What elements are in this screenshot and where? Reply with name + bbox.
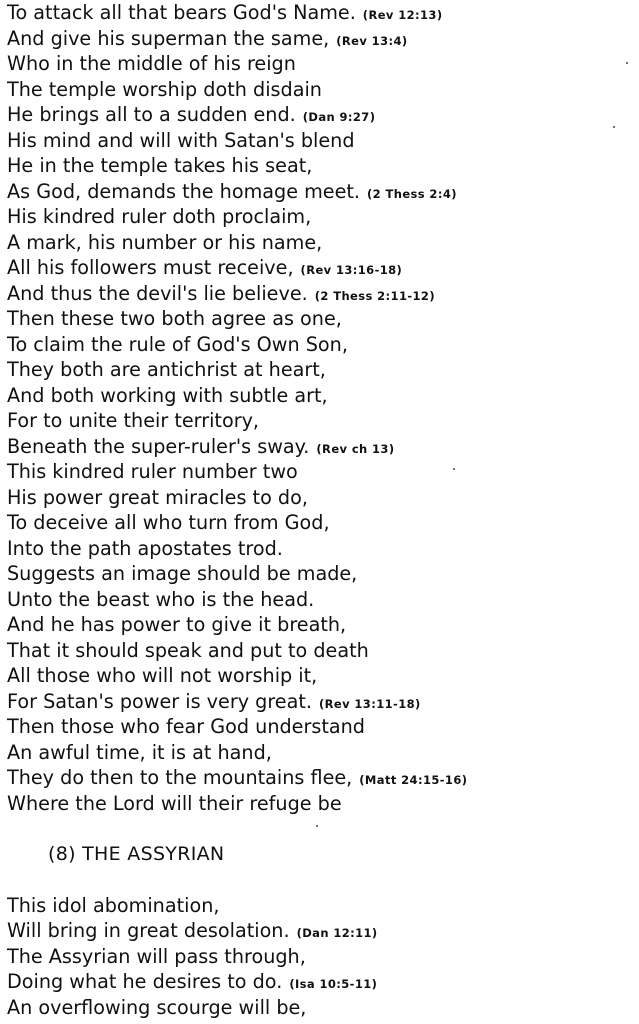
poem-line-text: And he has power to give it breath,	[7, 613, 347, 636]
poem-line	[7, 434, 637, 460]
poem-line-text: Will bring in great desolation.	[7, 919, 290, 942]
blank-line	[7, 816, 637, 842]
scan-speck	[316, 825, 318, 827]
poem-line-text: To claim the rule of God's Own Son,	[7, 332, 348, 356]
poem-line	[7, 689, 637, 715]
poem-line	[7, 230, 637, 256]
poem-line-text: His mind and will with Satan's blend	[7, 128, 355, 152]
poem-section	[7, 0, 637, 816]
poem-line-text: Then these two both agree as one,	[7, 307, 342, 330]
poem-line-text: All those who will not worship it,	[7, 664, 318, 687]
poem-line-text: As God, demands the homage meet.	[7, 179, 361, 203]
poem-line-text: His kindred ruler doth proclaim,	[7, 205, 312, 228]
scan-speck	[626, 62, 628, 64]
poem-line	[7, 893, 637, 919]
blank-line	[7, 867, 637, 893]
poem-line	[7, 918, 637, 944]
scripture-reference: (Rev 13:4)	[336, 33, 408, 48]
poem-line-text: Doing what he desires to do.	[7, 970, 283, 993]
poem-line	[7, 128, 637, 154]
scripture-reference: (Rev 13:16-18)	[300, 263, 403, 277]
poem-line	[7, 332, 637, 358]
poem-line	[7, 408, 637, 434]
poem-line	[7, 153, 637, 179]
poem-line-text: That it should speak and put to death	[7, 638, 369, 662]
scripture-reference: (Dan 9:27)	[302, 110, 376, 124]
poem-line	[7, 714, 637, 740]
poem-line-text: And thus the devil's lie believe.	[7, 281, 308, 305]
poem-line-text: The Assyrian will pass through,	[7, 944, 306, 968]
scripture-reference: (Rev 12:13)	[362, 8, 443, 22]
poem-line	[7, 179, 637, 205]
scripture-reference: (2 Thess 2:4)	[367, 186, 457, 201]
poem-line-text: To attack all that bears God's Name.	[7, 1, 356, 24]
scan-speck	[613, 126, 615, 128]
poem-line-text: All his followers must receive,	[7, 256, 294, 279]
scripture-reference: (Rev 13:11-18)	[319, 696, 421, 711]
poem-line-text: He in the temple takes his seat,	[7, 154, 313, 177]
poem-line	[7, 204, 637, 230]
poem-line-text: An overflowing scourge will be,	[7, 995, 307, 1019]
poem-line-text: To deceive all who turn from God,	[7, 511, 330, 534]
poem-line-text: They both are antichrist at heart,	[7, 358, 326, 381]
poem-line	[7, 306, 637, 332]
poem-line	[7, 77, 637, 103]
poem-line	[7, 561, 637, 587]
poem-line	[7, 102, 637, 128]
poem-line	[7, 255, 637, 281]
poem-section	[7, 893, 637, 1021]
poem-line-text: This kindred ruler number two	[7, 460, 298, 483]
scripture-reference: (2 Thess 2:11-12)	[314, 288, 435, 303]
poem-line	[7, 26, 637, 52]
poem-line	[7, 459, 637, 485]
poem-line-text: Then those who fear God understand	[7, 715, 365, 738]
poem-line	[7, 0, 637, 26]
poem-line	[7, 740, 637, 766]
poem-line-text: Who in the middle of his reign	[7, 52, 296, 75]
poem-line	[7, 663, 637, 689]
scan-speck	[453, 468, 455, 470]
poem-line-text: His power great miracles to do,	[7, 485, 308, 509]
scripture-reference: (Isa 10:5-11)	[289, 977, 378, 991]
poem-line	[7, 357, 637, 383]
poem-line-text: For to unite their territory,	[7, 409, 260, 432]
scripture-reference: (Matt 24:15-16)	[359, 773, 468, 787]
poem-line	[7, 510, 637, 536]
poem-line	[7, 765, 637, 791]
poem-line	[7, 281, 637, 307]
poem-line-text: An awful time, it is at hand,	[7, 740, 272, 764]
poem-line	[7, 612, 637, 638]
poem-line	[7, 944, 637, 970]
poem-line	[7, 383, 637, 409]
poem-line-text: Beneath the super-ruler's sway.	[7, 434, 310, 458]
scripture-reference: (Dan 12:11)	[296, 926, 378, 940]
poem-line-text: This idol abomination,	[7, 893, 220, 917]
poem-line-text: For Satan's power is very great.	[7, 689, 312, 713]
poem-line	[7, 587, 637, 613]
poem-line	[7, 791, 637, 817]
poem-line-text: A mark, his number or his name,	[7, 230, 323, 254]
document-page	[7, 0, 637, 1020]
poem-line	[7, 536, 637, 562]
poem-line-text: Into the path apostates trod.	[7, 536, 283, 560]
poem-line-text: And both working with subtle art,	[7, 383, 328, 407]
poem-line-text: He brings all to a sudden end.	[7, 103, 296, 126]
poem-line	[7, 638, 637, 664]
poem-line	[7, 51, 637, 77]
section-heading: (8) THE ASSYRIAN	[48, 842, 225, 865]
poem-line-text: And give his superman the same,	[7, 26, 330, 50]
poem-line-text: Suggests an image should be made,	[7, 562, 358, 585]
poem-line	[7, 969, 637, 995]
poem-line	[7, 995, 637, 1021]
scripture-reference: (Rev ch 13)	[316, 441, 395, 456]
poem-line-text: The temple worship doth disdain	[7, 77, 322, 101]
poem-line-text: They do then to the mountains flee,	[7, 766, 353, 789]
poem-line	[7, 485, 637, 511]
poem-line-text: Where the Lord will their refuge be	[7, 791, 342, 815]
poem-line-text: Unto the beast who is the head.	[7, 587, 315, 611]
